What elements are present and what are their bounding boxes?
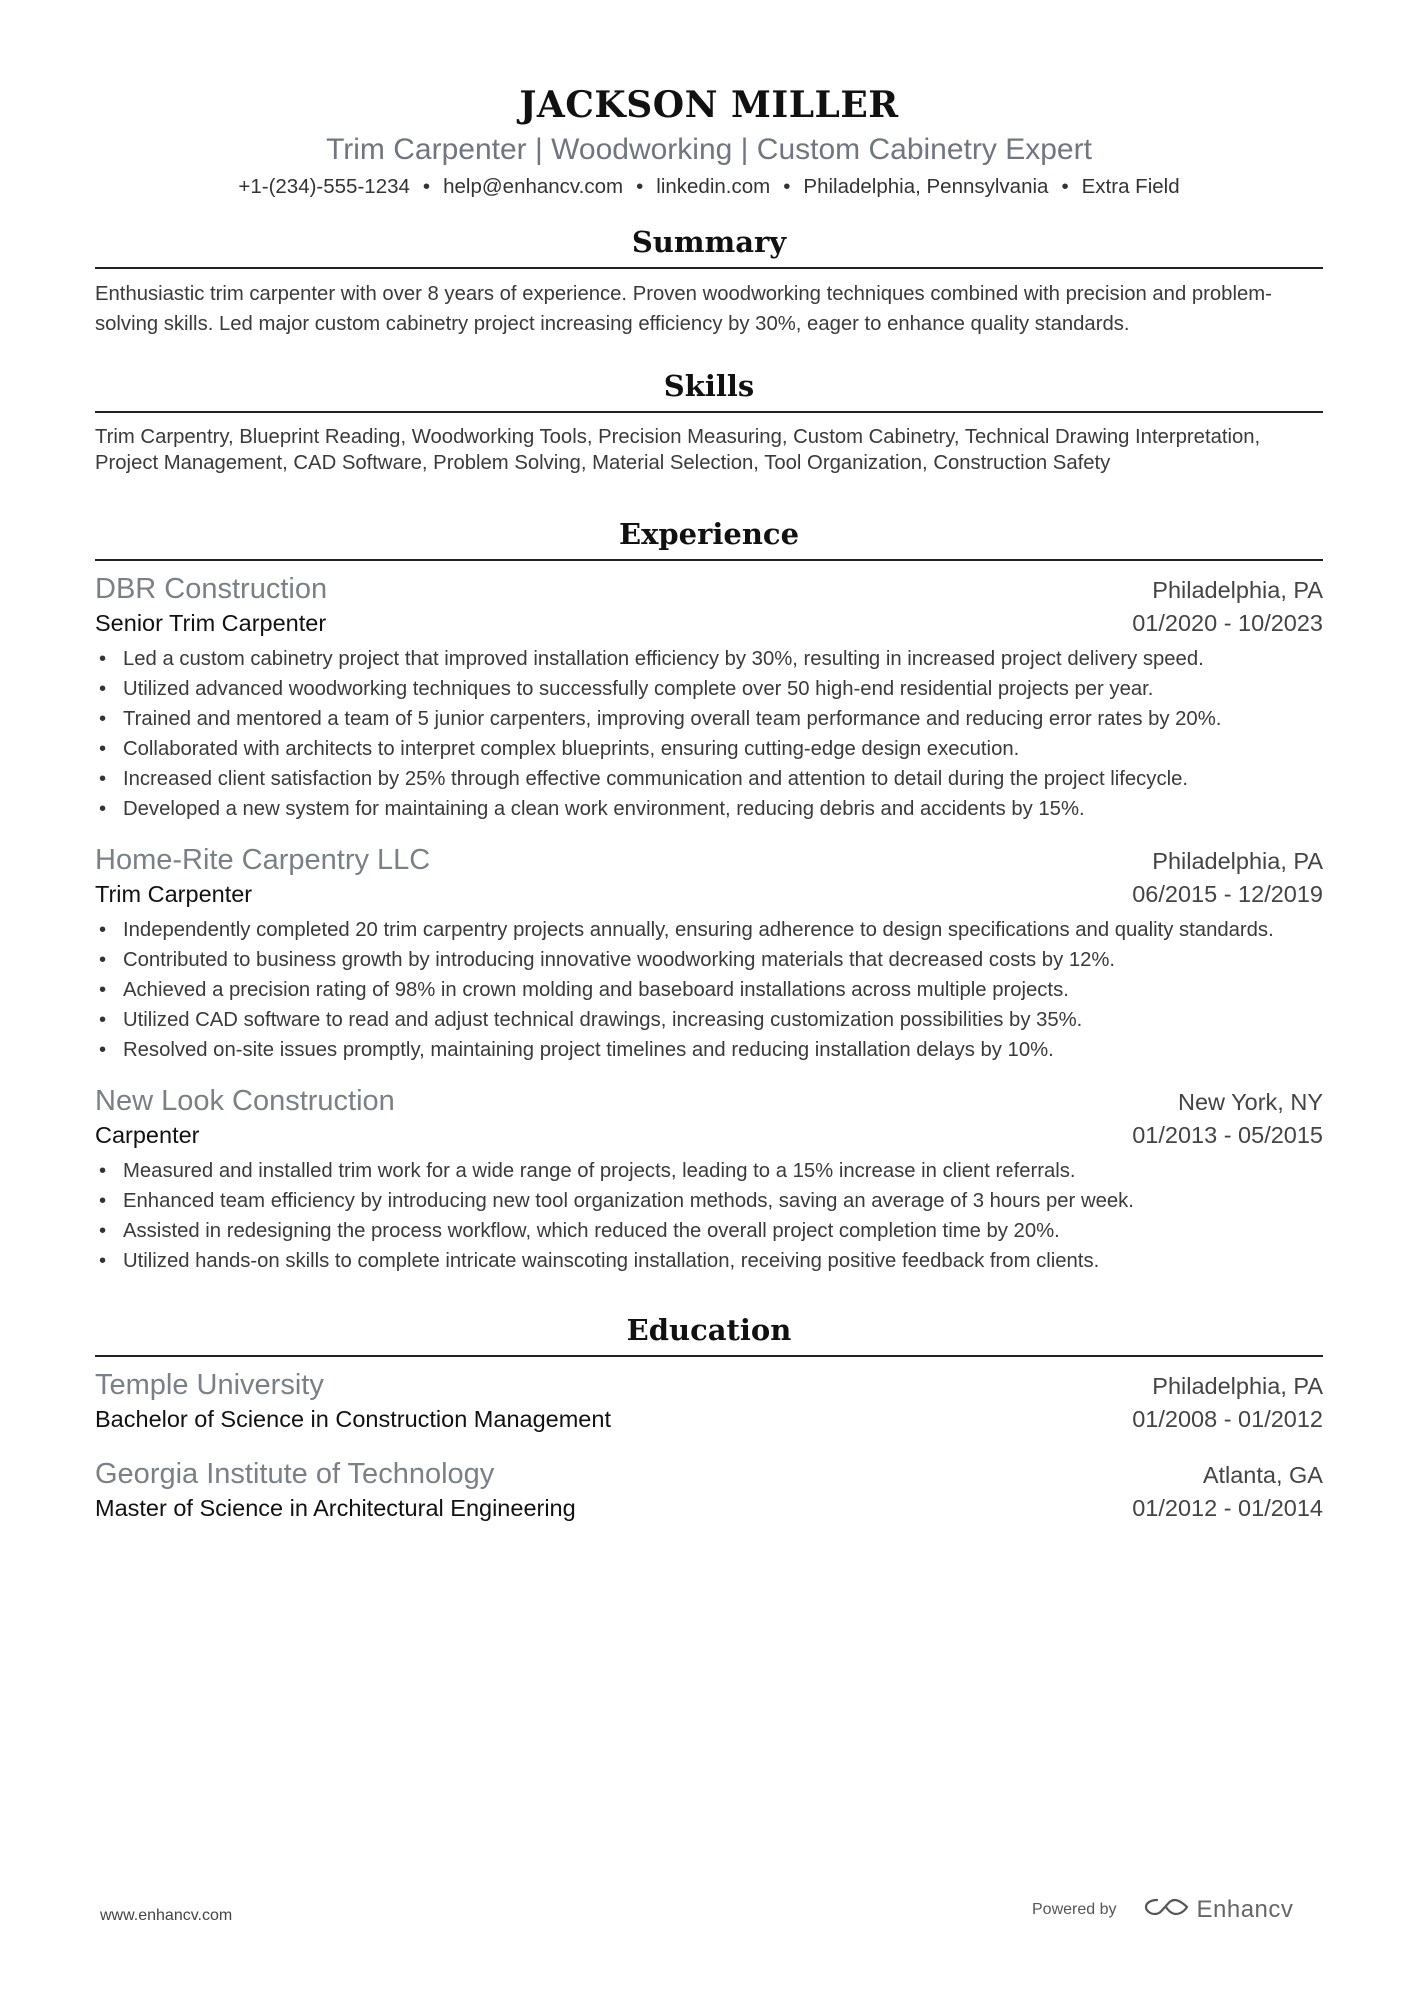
degree-name: Bachelor of Science in Construction Management [95, 1406, 611, 1432]
experience-entry [95, 842, 1323, 1065]
list-item: • Developed a new system for maintaining a clean work environment, reducing debris and accidents by 15%. [95, 794, 1323, 824]
job-bullets [95, 915, 1323, 1065]
job-dates: 06/2015 - 12/2019 [1132, 881, 1323, 907]
list-item: • Contributed to business growth by introducing innovative woodworking materials that decreased costs by 12%. [95, 945, 1323, 975]
contact-line [95, 172, 1323, 202]
section-divider [95, 1355, 1323, 1357]
school-location: Atlanta, GA [1202, 1462, 1323, 1488]
list-item: • Assisted in redesigning the process workflow, which reduced the overall project completion time by 20%. [95, 1216, 1323, 1246]
school-name: Temple University [95, 1369, 324, 1401]
list-item: • Resolved on-site issues promptly, maintaining project timelines and reducing installation delays by 10%. [95, 1035, 1323, 1065]
contact-phone: +1-(234)-555-1234 [238, 175, 410, 198]
list-item: • Independently completed 20 trim carpentry projects annually, ensuring adherence to design specifications and quality standards. [95, 915, 1323, 945]
list-item: • Trained and mentored a team of 5 junior carpenters, improving overall team performance and reducing error rates by 20%. [95, 704, 1323, 734]
education-dates: 01/2008 - 01/2012 [1132, 1406, 1323, 1432]
job-bullets [95, 644, 1323, 824]
experience-entry [95, 571, 1323, 824]
job-location: New York, NY [1178, 1089, 1323, 1115]
summary-text: Enthusiastic trim carpenter with over 8 years of experience. Proven woodworking techniques combined with precision and problem-solving skills. Led major custom cabinetry project increasing efficiency by 30%, eager to enhance quality standards. [95, 283, 1272, 335]
footer-powered-by[interactable] [1032, 1895, 1293, 1924]
education-section [95, 1310, 1323, 1525]
enhancv-brand: Enhancv [1196, 1895, 1294, 1923]
footer-website[interactable]: www.enhancv.com [100, 1907, 233, 1924]
resume-content [95, 82, 1323, 1525]
contact-email[interactable]: help@enhancv.com [443, 175, 624, 198]
skills-text: Trim Carpentry, Blueprint Reading, Woodworking Tools, Precision Measuring, Custom Cabinetry, Technical Drawing Interpretation, Project Management, CAD Software, Problem Solving, Material Selection, Tool Organization, Construction Safety [95, 426, 1261, 474]
experience-section [95, 514, 1323, 1276]
list-item: • Utilized hands-on skills to complete intricate wainscoting installation, receiving positive feedback from clients. [95, 1246, 1323, 1276]
job-dates: 01/2013 - 05/2015 [1132, 1122, 1323, 1148]
job-title: Trim Carpenter [95, 881, 253, 907]
powered-by-label: Powered by [1032, 1900, 1117, 1918]
list-item: • Utilized advanced woodworking techniques to successfully complete over 50 high-end residential projects per year. [95, 674, 1323, 704]
job-dates: 01/2020 - 10/2023 [1132, 610, 1323, 636]
degree-name: Master of Science in Architectural Engineering [95, 1495, 576, 1521]
job-location: Philadelphia, PA [1152, 848, 1323, 874]
education-entry [95, 1456, 1323, 1525]
education-entry [95, 1367, 1323, 1436]
candidate-headline: Trim Carpenter | Woodworking | Custom Cabinetry Expert [326, 133, 1092, 166]
list-item: • Led a custom cabinetry project that improved installation efficiency by 30%, resulting in increased project delivery speed. [95, 644, 1323, 674]
skills-heading: Skills [663, 369, 755, 403]
school-location: Philadelphia, PA [1152, 1373, 1323, 1399]
contact-separator: • [783, 175, 791, 198]
job-location: Philadelphia, PA [1152, 577, 1323, 603]
contact-linkedin[interactable]: linkedin.com [656, 175, 771, 198]
summary-section [95, 222, 1323, 339]
list-item: • Enhanced team efficiency by introducing new tool organization methods, saving an average of 3 hours per week. [95, 1186, 1323, 1216]
list-item: • Achieved a precision rating of 98% in crown molding and baseboard installations across multiple projects. [95, 975, 1323, 1005]
skills-section [95, 366, 1323, 476]
summary-heading: Summary [631, 225, 787, 259]
contact-location: Philadelphia, Pennsylvania [803, 175, 1049, 198]
contact-separator: • [422, 175, 431, 198]
section-divider [95, 559, 1323, 561]
list-item: • Collaborated with architects to interpret complex blueprints, ensuring cutting-edge design execution. [95, 734, 1323, 764]
company-name: New Look Construction [95, 1085, 395, 1117]
experience-entry [95, 1083, 1323, 1276]
section-divider [95, 267, 1323, 269]
education-heading: Education [626, 1313, 792, 1347]
section-divider [95, 411, 1323, 413]
enhancv-logo-icon [1143, 1895, 1191, 1924]
school-name: Georgia Institute of Technology [95, 1458, 495, 1490]
list-item: • Utilized CAD software to read and adjust technical drawings, increasing customization possibilities by 35%. [95, 1005, 1323, 1035]
experience-heading: Experience [618, 517, 800, 551]
company-name: DBR Construction [95, 573, 328, 605]
education-dates: 01/2012 - 01/2014 [1132, 1495, 1323, 1521]
contact-extra-field: Extra Field [1081, 175, 1180, 198]
contact-separator: • [1061, 175, 1069, 198]
job-title: Senior Trim Carpenter [95, 610, 327, 636]
company-name: Home-Rite Carpentry LLC [95, 844, 431, 876]
job-title: Carpenter [95, 1122, 200, 1148]
job-bullets [95, 1156, 1323, 1276]
list-item: • Increased client satisfaction by 25% through effective communication and attention to detail during the project lifecycle. [95, 764, 1323, 794]
contact-separator: • [636, 175, 644, 198]
list-item: • Measured and installed trim work for a wide range of projects, leading to a 15% increase in client referrals. [95, 1156, 1323, 1186]
candidate-name: JACKSON MILLER [519, 84, 899, 126]
